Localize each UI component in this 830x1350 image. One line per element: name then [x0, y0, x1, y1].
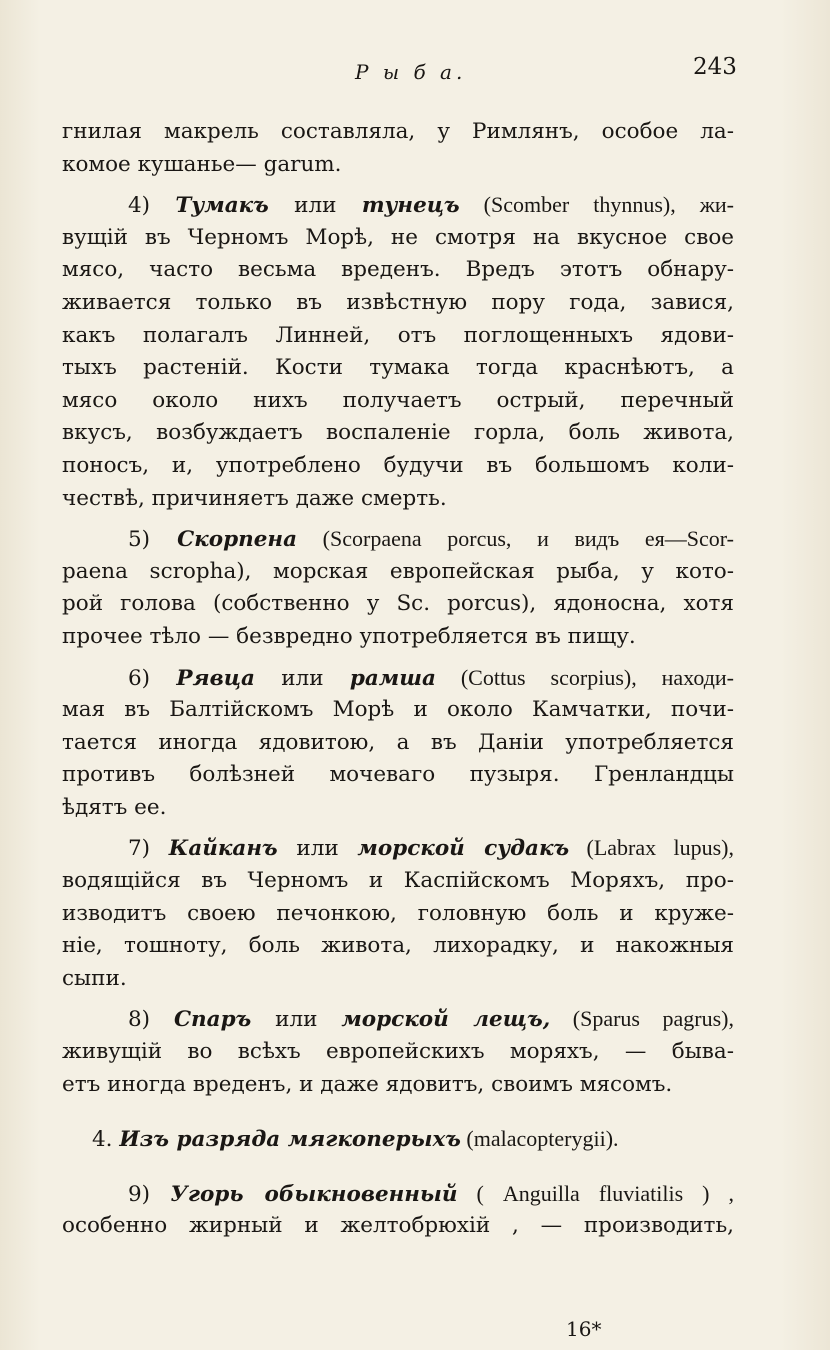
- text-line: поносъ, и, употреблено будучи въ большомъ коли-: [62, 452, 734, 478]
- page-number: 243: [693, 54, 737, 80]
- text-line: изводитъ своею печонкою, головную боль и круже-: [62, 900, 734, 926]
- item-number: 8): [128, 1007, 174, 1033]
- section-heading-italic: Изъ разряда мягкоперыхъ: [119, 1127, 461, 1153]
- item-number: 9): [128, 1181, 171, 1207]
- item-number: 6): [128, 665, 177, 691]
- fish-name: Тумакъ: [175, 193, 269, 219]
- text-line: гнилая макрель составляла, у Римлянъ, особое ла-: [62, 119, 734, 144]
- fish-name: тунецъ: [361, 193, 460, 219]
- text-line: живущій во всѣхъ европейскихъ моряхъ, — быва-: [62, 1039, 734, 1065]
- latin-name: (Scorpaena porcus, и видъ ея—Scor-: [297, 526, 734, 552]
- text-line: тыхъ растеній. Кости тумака тогда краснѣютъ, а: [62, 355, 734, 381]
- item-number: 7): [128, 836, 169, 862]
- body-text: [62, 116, 734, 1243]
- paragraph-6-first-line: 6) Рявца или рамша (Cottus scorpius), находи-: [128, 664, 734, 691]
- item-number: 4): [128, 193, 176, 219]
- paragraph-5-first-line: [62, 523, 734, 556]
- latin-name: (Cottus scorpius), находи-: [435, 664, 734, 690]
- text-line: ѣдятъ ее.: [62, 794, 167, 820]
- text-line: сыпи.: [62, 965, 127, 991]
- fish-name: Спаръ: [173, 1007, 252, 1033]
- paragraph-7-first-line: 7) Кайканъ или морской судакъ (Labrax lupus),: [128, 835, 734, 862]
- text-line: етъ иногда вреденъ, и даже ядовитъ, своимъ мясомъ.: [62, 1071, 673, 1097]
- text-line: водящійся въ Черномъ и Каспійскомъ Моряхъ, про-: [62, 868, 734, 894]
- fish-name: Рявца: [176, 665, 255, 691]
- text-line: paena scropha), морская европейская рыба, у кото-: [62, 558, 734, 584]
- text-line: вущій въ Черномъ Морѣ, не смотря на вкусное свое: [62, 224, 734, 250]
- fish-name: рамша: [349, 665, 436, 691]
- latin-name: ( Anguilla fluviatilis ) ,: [457, 1180, 734, 1206]
- fish-name: морской лещъ,: [341, 1007, 551, 1033]
- text-line: особенно жирный и желтобрюхій , — производить,: [62, 1213, 734, 1239]
- text-line: какъ полагалъ Линней, отъ поглощенныхъ ядови-: [62, 322, 734, 348]
- item-number: 5): [128, 527, 178, 553]
- text-line: рой голова (собственно у Sc. porcus), ядоносна, хотя: [62, 591, 734, 617]
- running-head: Р ы б а.: [355, 60, 467, 84]
- fish-name: Скорпена: [177, 527, 298, 553]
- latin-name: (Sparus pagrus),: [550, 1006, 734, 1032]
- text-line: прочее тѣло — безвредно употребляется въ пищу.: [62, 623, 636, 649]
- text-line: ніе, тошноту, боль живота, лихорадку, и накожныя: [62, 933, 734, 959]
- latin-name: (malacopterygii).: [460, 1126, 619, 1152]
- latin-name: (Scomber thynnus), жи-: [459, 192, 734, 218]
- paragraph-8-first-line: 8) Спаръ или морской лещъ, (Sparus pagrus),: [128, 1006, 734, 1033]
- fish-name: Угорь обыкновенный: [170, 1181, 458, 1207]
- text-line: комое кушанье— garum.: [62, 151, 342, 177]
- text-line: мясо около нихъ получаетъ острый, перечный: [62, 387, 734, 413]
- paragraph-4-first-line: 4) Тумакъ или тунецъ (Scomber thynnus), жи-: [128, 192, 734, 219]
- fish-name: морской судакъ: [357, 836, 570, 862]
- text-line: мая въ Балтійскомъ Морѣ и около Камчатки, почи-: [62, 697, 734, 723]
- section-heading: 4. Изъ разряда мягкоперыхъ (malacopterygii).: [92, 1126, 619, 1153]
- latin-name: (Labrax lupus),: [569, 835, 734, 861]
- printer-signature: 16*: [566, 1317, 602, 1341]
- text-line: чествѣ, причиняетъ даже смерть.: [62, 485, 447, 511]
- text-line: противъ болѣзней мочеваго пузыря. Гренландцы: [62, 762, 734, 788]
- paragraph-9-first-line: [62, 1178, 734, 1211]
- text-line: тается иногда ядовитою, а въ Даніи употребляется: [62, 729, 734, 755]
- text-line: вкусъ, возбуждаетъ воспаленіе горла, боль живота,: [62, 420, 734, 446]
- fish-name: Кайканъ: [168, 836, 278, 862]
- text-line: живается только въ извѣстную пору года, завися,: [62, 289, 734, 315]
- text-line: мясо, часто весьма вреденъ. Вредъ этотъ обнару-: [62, 257, 734, 283]
